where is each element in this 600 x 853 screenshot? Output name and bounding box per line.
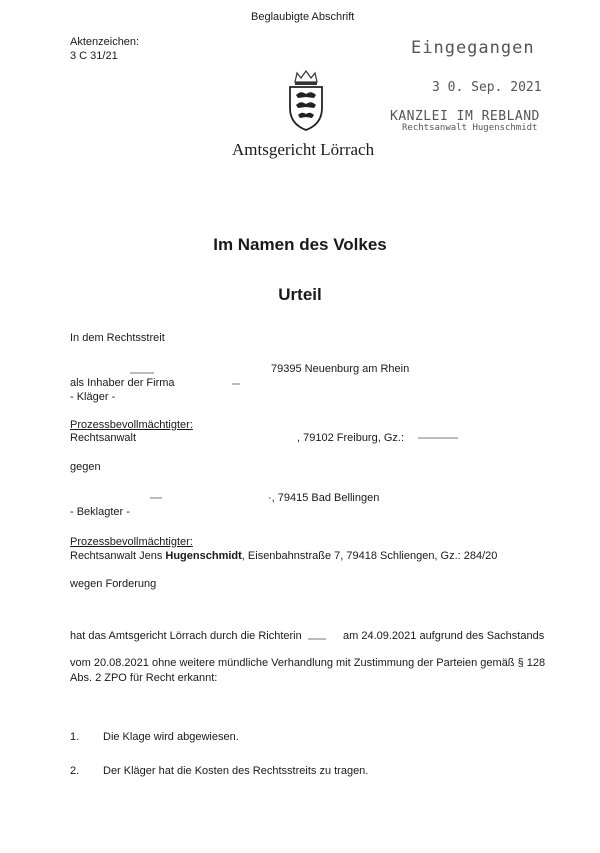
heading-judgment: Urteil [278, 285, 322, 304]
stamp-date: 3 0. Sep. 2021 [432, 80, 542, 95]
body-line: Abs. 2 ZPO für Recht erkannt: [70, 672, 218, 684]
counsel-address: , 79102 Freiburg, Gz.: [297, 432, 404, 444]
plaintiff-address: 79395 Neuenburg am Rhein [271, 363, 410, 375]
subject-text: wegen Forderung [70, 578, 157, 590]
versus-text: gegen [70, 461, 101, 473]
redaction-mark [150, 497, 162, 499]
stamp-lawyer: Rechtsanwalt Hugenschmidt [402, 123, 538, 133]
body-line: am 24.09.2021 aufgrund des Sachstands [343, 630, 545, 642]
defendant-role: - Beklagter - [70, 506, 130, 518]
body-line: hat das Amtsgericht Lörrach durch die Richterin [70, 630, 302, 642]
plaintiff-company: als Inhaber der Firma [70, 377, 175, 389]
court-name: Amtsgericht Lörrach [232, 140, 375, 159]
counsel-title: Rechtsanwalt [70, 432, 137, 444]
counsel-label: Prozessbevollmächtigter: [70, 536, 193, 548]
redaction-mark [418, 437, 458, 439]
counsel-prefix: Rechtsanwalt Jens [70, 550, 166, 562]
counsel-label: Prozessbevollmächtigter: [70, 419, 193, 431]
counsel-address: , Eisenbahnstraße 7, 79418 Schliengen, Gz.: 284/20 [241, 550, 498, 562]
counsel-details [70, 549, 497, 563]
redaction-mark [308, 638, 326, 640]
coat-of-arms-icon [283, 68, 329, 134]
intro-text: In dem Rechtsstreit [70, 332, 165, 344]
body-line: vom 20.08.2021 ohne weitere mündliche Verhandlung mit Zustimmung der Parteien gemäß § 128 [70, 657, 546, 669]
certified-copy-label: Beglaubigte Abschrift [251, 11, 355, 23]
stamp-received: Eingegangen [411, 38, 535, 58]
counsel-name: Hugenschmidt [165, 550, 242, 562]
ruling-number: 2. [70, 765, 80, 777]
ruling-text: Der Kläger hat die Kosten des Rechtsstreits zu tragen. [103, 765, 369, 777]
file-number: 3 C 31/21 [70, 50, 118, 62]
stamp-office: KANZLEI IM REBLAND [390, 109, 540, 124]
plaintiff-role: - Kläger - [70, 391, 116, 403]
ruling-number: 1. [70, 731, 80, 743]
heading-in-name: Im Namen des Volkes [213, 235, 387, 254]
redaction-mark [130, 372, 154, 374]
redaction-mark [232, 383, 240, 385]
file-number-label: Aktenzeichen: [70, 36, 140, 48]
ruling-text: Die Klage wird abgewiesen. [103, 731, 239, 743]
defendant-address: ·, 79415 Bad Bellingen [268, 492, 380, 504]
